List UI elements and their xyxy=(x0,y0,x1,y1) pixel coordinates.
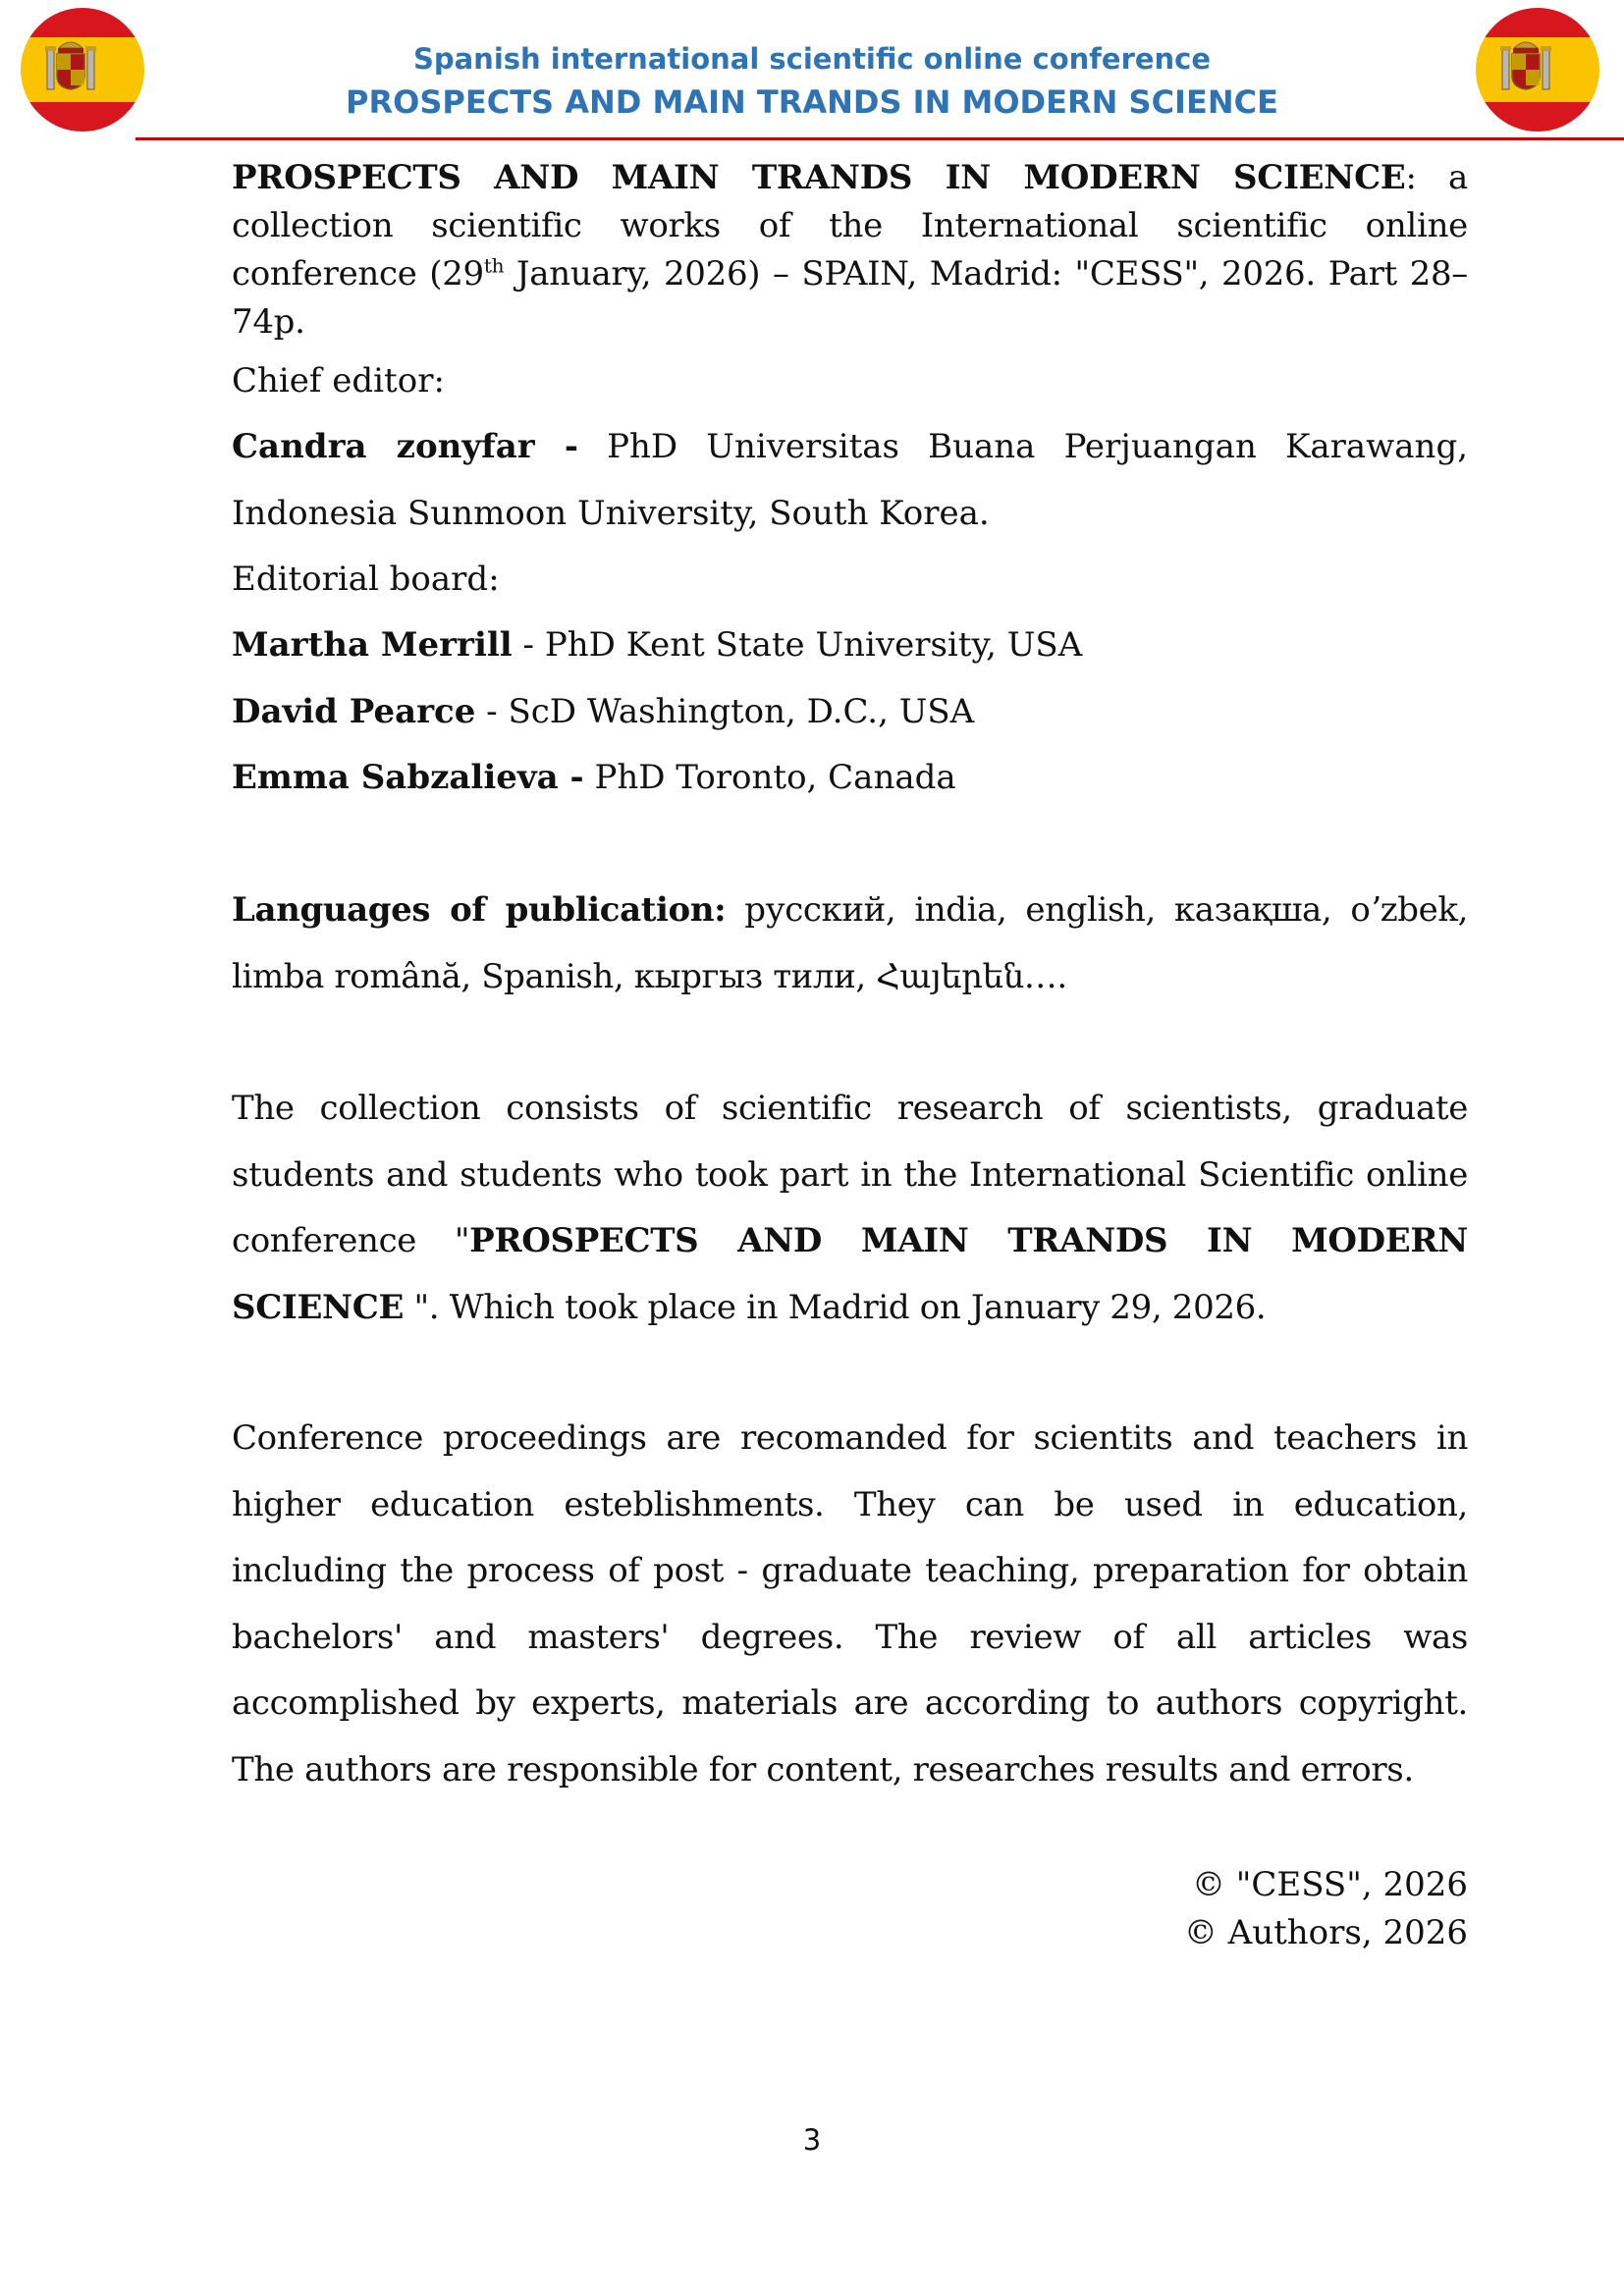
citation-date-suffix: th xyxy=(483,253,505,278)
copyright-authors: © Authors, 2026 xyxy=(1183,1913,1468,1952)
citation-title: PROSPECTS AND MAIN TRANDS IN MODERN SCIENCE xyxy=(232,158,1406,197)
editorial-board-member xyxy=(154,679,1468,746)
editorial-board-label: Editorial board: xyxy=(232,560,500,599)
languages-label: Languages of publication: xyxy=(232,890,727,930)
languages-paragraph xyxy=(154,878,1468,1010)
page-number: 3 xyxy=(802,2123,822,2157)
languages-list: русский, india, english, казақша, oʼzbek, limba română, Spanish, кыргыз тили, Հայերեն…. xyxy=(232,890,1468,996)
board-member-name: Emma Sabzalieva - xyxy=(232,758,584,797)
collection-paragraph xyxy=(154,1076,1468,1341)
editorial-board-member xyxy=(154,745,1468,812)
board-member-name: Martha Merrill xyxy=(232,625,513,665)
collection-text-after: ". Which took place in Madrid on January 29, 2026. xyxy=(404,1287,1267,1327)
spain-flag-seal-icon xyxy=(18,5,147,134)
chief-editor-details: PhD Universitas Buana Perjuangan Karawang, Indonesia Sunmoon University, South Korea. xyxy=(232,427,1469,533)
board-member-name: David Pearce xyxy=(232,692,476,731)
header-conference-title: PROSPECTS AND MAIN TRANDS IN MODERN SCIENCE xyxy=(346,83,1278,121)
citation-text-before-date: : a collection scientific works of the International scientific online conference (29 xyxy=(232,158,1468,294)
citation-text-after-date: January, 2026) – SPAIN, Madrid: "CESS", 2026. Part 28– 74p. xyxy=(232,254,1468,342)
chief-editor-label: Chief editor: xyxy=(232,361,445,400)
collection-conference-title: PROSPECTS AND MAIN TRANDS IN MODERN SCIENCE xyxy=(232,1221,1468,1327)
chief-editor-name: Candra zonyfar - xyxy=(232,427,578,466)
header-divider xyxy=(135,137,1624,140)
citation-paragraph xyxy=(154,154,1468,347)
board-member-details: PhD Toronto, Canada xyxy=(583,758,956,797)
board-member-details: - PhD Kent State University, USA xyxy=(512,625,1083,665)
spain-flag-seal-icon xyxy=(1473,5,1602,134)
header-conference-name: Spanish international scientific online conference xyxy=(412,42,1212,76)
chief-editor-entry xyxy=(154,414,1468,547)
proceedings-paragraph: Conference proceedings are recomanded for scientits and teachers in higher education esteblishments. They can be used in education, including the process of post - graduate teaching, preparation for obtain bachelors' and masters' degrees. The review of all articles was accomplished by experts, materials are according to authors copyright. The authors are responsible for content, researches results and errors. xyxy=(232,1418,1468,1789)
editorial-board-member xyxy=(154,613,1468,679)
header-title-block xyxy=(236,39,1388,124)
copyright-cess: © "CESS", 2026 xyxy=(1191,1865,1468,1904)
page-header xyxy=(0,0,1624,142)
collection-text-before: The collection consists of scientific research of scientists, graduate students and students who took part in the International Scientific online conference " xyxy=(232,1089,1468,1260)
board-member-details: - ScD Washington, D.C., USA xyxy=(475,692,975,731)
